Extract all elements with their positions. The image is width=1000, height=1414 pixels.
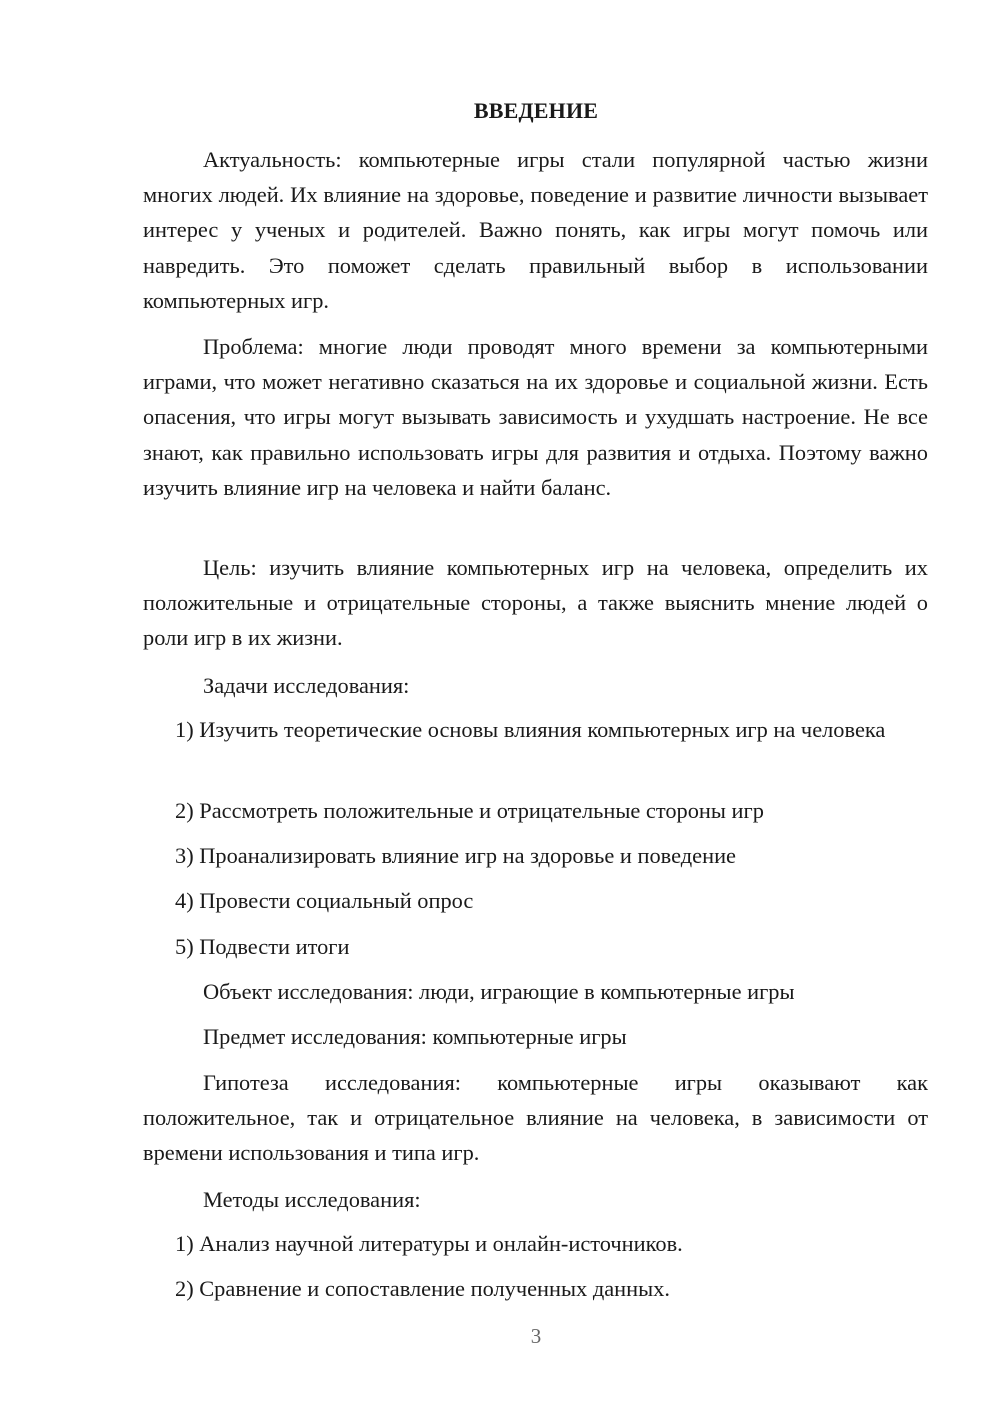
relevance-paragraph: Актуальность: компьютерные игры стали популярной частью жизни многих людей. Их влияние на здоровье, поведение и развитие личности вызывает интерес у ученых и родителей. Важно понять, как игры могут помочь или навредить. Это поможет сделать правильный выбор в использовании компьютерных игр. [143, 147, 928, 313]
task-item-3: 3) Проанализировать влияние игр на здоровье и поведение [175, 843, 736, 868]
task-item-5: 5) Подвести итоги [175, 934, 350, 959]
object-block [143, 974, 928, 1009]
goal-paragraph: Цель: изучить влияние компьютерных игр на человека, определить их положительные и отрицательные стороны, а также выяснить мнение людей о роли игр в их жизни. [143, 555, 928, 651]
hypothesis-block [143, 1065, 928, 1171]
task-item-4: 4) Провести социальный опрос [175, 888, 474, 913]
tasks-heading: Задачи исследования: [203, 673, 410, 698]
subject-block [143, 1019, 928, 1054]
page-number: 3 [530, 1324, 542, 1348]
task-item-1-block [143, 712, 928, 747]
methods-heading-block [143, 1182, 928, 1217]
problem-block [143, 329, 928, 505]
research-object: Объект исследования: люди, играющие в компьютерные игры [203, 979, 795, 1004]
task-item-5-block [143, 929, 928, 964]
method-item-1: 1) Анализ научной литературы и онлайн-источников. [175, 1231, 683, 1256]
method-item-1-block [143, 1226, 928, 1261]
tasks-heading-block [143, 668, 928, 703]
relevance-block [143, 142, 928, 318]
task-item-3-block [143, 838, 928, 873]
task-item-2-block [143, 793, 928, 828]
method-item-2: 2) Сравнение и сопоставление полученных данных. [175, 1276, 670, 1301]
goal-block [143, 550, 928, 656]
problem-paragraph: Проблема: многие люди проводят много времени за компьютерными играми, что может негативно сказаться на их здоровье и социальной жизни. Есть опасения, что игры могут вызывать зависимость и ухудшать настроение. Не все знают, как правильно использовать игры для развития и отдыха. Поэтому важно изучить влияние игр на человека и найти баланс. [143, 334, 928, 500]
methods-heading: Методы исследования: [203, 1187, 421, 1212]
section-title: ВВЕДЕНИЕ [473, 98, 599, 123]
task-item-4-block [143, 883, 928, 918]
task-item-1: 1) Изучить теоретические основы влияния компьютерных игр на человека [175, 717, 886, 742]
task-item-2: 2) Рассмотреть положительные и отрицательные стороны игр [175, 798, 764, 823]
hypothesis-paragraph: Гипотеза исследования: компьютерные игры оказывают как положительное, так и отрицательное влияние на человека, в зависимости от времени использования и типа игр. [143, 1070, 928, 1166]
method-item-2-block [143, 1271, 928, 1306]
research-subject: Предмет исследования: компьютерные игры [203, 1024, 627, 1049]
